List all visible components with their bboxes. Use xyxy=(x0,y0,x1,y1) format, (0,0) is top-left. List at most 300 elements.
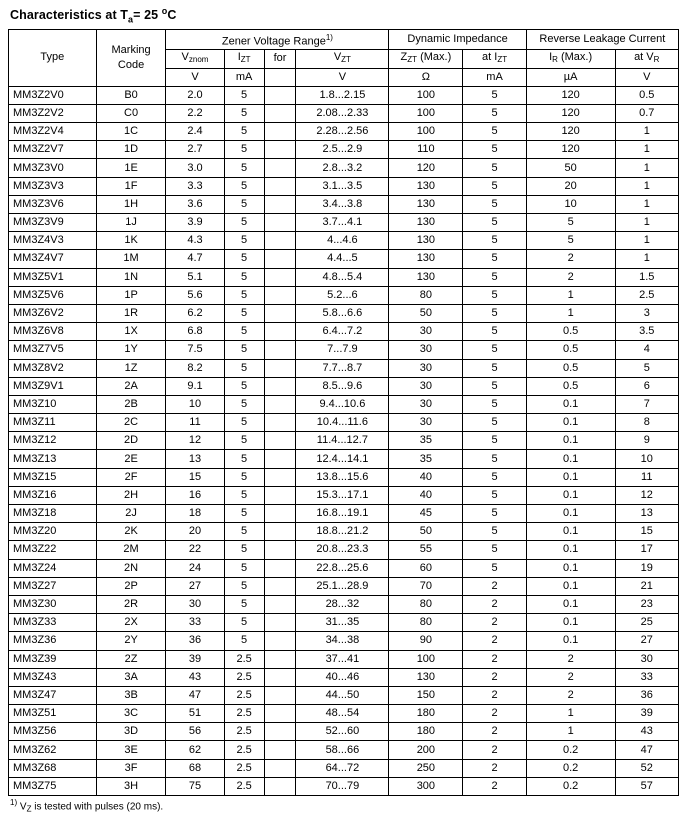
cell-ir: 1 xyxy=(526,705,615,723)
cell-ir: 0.1 xyxy=(526,632,615,650)
cell-vzt: 22.8...25.6 xyxy=(296,559,389,577)
cell-marking-code: 3C xyxy=(96,705,166,723)
footnote-prefix: V xyxy=(17,801,27,813)
group-header-zener-label: Zener Voltage Range xyxy=(221,35,326,48)
cell-type: MM3Z10 xyxy=(9,395,97,413)
cell-at-vr: 19 xyxy=(615,559,679,577)
cell-type: MM3Z8V2 xyxy=(9,359,97,377)
cell-for-spacer xyxy=(264,705,296,723)
unit-for-spacer xyxy=(264,68,296,86)
cell-izt: 5 xyxy=(224,123,264,141)
cell-at-vr: 21 xyxy=(615,577,679,595)
cell-ir: 1 xyxy=(526,286,615,304)
cell-for-spacer xyxy=(264,595,296,613)
cell-at-vr: 6 xyxy=(615,377,679,395)
cell-zzt: 40 xyxy=(389,486,463,504)
cell-at-vr: 5 xyxy=(615,359,679,377)
cell-vznom: 11 xyxy=(166,414,224,432)
table-row xyxy=(9,541,679,559)
cell-izt: 2.5 xyxy=(224,705,264,723)
cell-type: MM3Z3V9 xyxy=(9,214,97,232)
cell-zzt: 130 xyxy=(389,177,463,195)
cell-izt: 5 xyxy=(224,104,264,122)
cell-at-vr: 23 xyxy=(615,595,679,613)
table-row xyxy=(9,559,679,577)
cell-ir: 0.1 xyxy=(526,505,615,523)
cell-marking-code: 3E xyxy=(96,741,166,759)
cell-zzt: 180 xyxy=(389,705,463,723)
cell-ir: 120 xyxy=(526,104,615,122)
cell-vznom: 43 xyxy=(166,668,224,686)
cell-at-vr: 1 xyxy=(615,250,679,268)
cell-izt: 5 xyxy=(224,395,264,413)
cell-for-spacer xyxy=(264,632,296,650)
page-title-unit: C xyxy=(167,8,177,23)
cell-vznom: 3.3 xyxy=(166,177,224,195)
header-at-izt-subscript: ZT xyxy=(497,55,508,65)
cell-vzt: 2.8...3.2 xyxy=(296,159,389,177)
cell-at-izt: 5 xyxy=(463,286,526,304)
cell-at-izt: 5 xyxy=(463,468,526,486)
cell-vznom: 47 xyxy=(166,686,224,704)
cell-ir: 0.1 xyxy=(526,395,615,413)
cell-zzt: 180 xyxy=(389,723,463,741)
cell-ir: 0.1 xyxy=(526,595,615,613)
cell-vzt: 58...66 xyxy=(296,741,389,759)
cell-marking-code: C0 xyxy=(96,104,166,122)
cell-vzt: 12.4...14.1 xyxy=(296,450,389,468)
cell-ir: 0.1 xyxy=(526,559,615,577)
table-row xyxy=(9,195,679,213)
cell-for-spacer xyxy=(264,523,296,541)
table-row xyxy=(9,432,679,450)
table-row xyxy=(9,705,679,723)
cell-type: MM3Z5V6 xyxy=(9,286,97,304)
cell-ir: 120 xyxy=(526,86,615,104)
cell-vzt: 48...54 xyxy=(296,705,389,723)
table-row xyxy=(9,741,679,759)
cell-ir: 20 xyxy=(526,177,615,195)
cell-ir: 120 xyxy=(526,123,615,141)
cell-type: MM3Z2V4 xyxy=(9,123,97,141)
cell-ir: 2 xyxy=(526,250,615,268)
cell-marking-code: 1Y xyxy=(96,341,166,359)
table-row xyxy=(9,286,679,304)
cell-at-izt: 5 xyxy=(463,359,526,377)
cell-for-spacer xyxy=(264,432,296,450)
header-marking-code xyxy=(96,29,166,86)
cell-ir: 2 xyxy=(526,650,615,668)
cell-at-izt: 5 xyxy=(463,86,526,104)
cell-vznom: 10 xyxy=(166,395,224,413)
header-ir-max xyxy=(526,50,615,68)
cell-marking-code: 1H xyxy=(96,195,166,213)
cell-for-spacer xyxy=(264,541,296,559)
cell-at-vr: 3 xyxy=(615,304,679,322)
header-vzt xyxy=(296,50,389,68)
cell-ir: 0.5 xyxy=(526,323,615,341)
header-vznom-symbol: V xyxy=(181,51,189,64)
cell-zzt: 80 xyxy=(389,614,463,632)
cell-zzt: 35 xyxy=(389,432,463,450)
cell-at-izt: 5 xyxy=(463,195,526,213)
cell-type: MM3Z62 xyxy=(9,741,97,759)
cell-for-spacer xyxy=(264,104,296,122)
cell-at-vr: 3.5 xyxy=(615,323,679,341)
cell-ir: 0.2 xyxy=(526,759,615,777)
header-ir-max-label: (Max.) xyxy=(557,51,593,64)
table-row xyxy=(9,523,679,541)
table-row xyxy=(9,595,679,613)
cell-at-izt: 2 xyxy=(463,632,526,650)
cell-vznom: 6.8 xyxy=(166,323,224,341)
cell-vzt: 4...4.6 xyxy=(296,232,389,250)
cell-type: MM3Z5V1 xyxy=(9,268,97,286)
cell-at-izt: 5 xyxy=(463,341,526,359)
cell-vzt: 13.8...15.6 xyxy=(296,468,389,486)
header-zzt-max-label: (Max.) xyxy=(417,51,452,64)
cell-vznom: 30 xyxy=(166,595,224,613)
cell-at-vr: 39 xyxy=(615,705,679,723)
cell-zzt: 100 xyxy=(389,650,463,668)
cell-for-spacer xyxy=(264,614,296,632)
cell-type: MM3Z12 xyxy=(9,432,97,450)
cell-zzt: 60 xyxy=(389,559,463,577)
cell-ir: 0.1 xyxy=(526,577,615,595)
cell-izt: 5 xyxy=(224,632,264,650)
cell-at-izt: 5 xyxy=(463,559,526,577)
header-vznom xyxy=(166,50,224,68)
cell-marking-code: 2P xyxy=(96,577,166,595)
cell-for-spacer xyxy=(264,359,296,377)
cell-at-izt: 5 xyxy=(463,523,526,541)
cell-type: MM3Z56 xyxy=(9,723,97,741)
cell-vznom: 62 xyxy=(166,741,224,759)
cell-type: MM3Z6V2 xyxy=(9,304,97,322)
cell-at-vr: 43 xyxy=(615,723,679,741)
cell-zzt: 55 xyxy=(389,541,463,559)
cell-type: MM3Z30 xyxy=(9,595,97,613)
cell-for-spacer xyxy=(264,450,296,468)
page-title xyxy=(10,6,679,25)
footnote-marker: 1) xyxy=(10,798,18,807)
cell-at-izt: 2 xyxy=(463,650,526,668)
cell-ir: 5 xyxy=(526,232,615,250)
cell-at-izt: 5 xyxy=(463,395,526,413)
cell-zzt: 40 xyxy=(389,468,463,486)
cell-ir: 2 xyxy=(526,268,615,286)
cell-vznom: 2.4 xyxy=(166,123,224,141)
cell-vzt: 52...60 xyxy=(296,723,389,741)
cell-zzt: 130 xyxy=(389,232,463,250)
cell-vzt: 7.7...8.7 xyxy=(296,359,389,377)
table-row xyxy=(9,159,679,177)
cell-izt: 5 xyxy=(224,559,264,577)
cell-at-vr: 1.5 xyxy=(615,268,679,286)
cell-izt: 5 xyxy=(224,523,264,541)
cell-at-izt: 2 xyxy=(463,759,526,777)
cell-at-izt: 5 xyxy=(463,304,526,322)
cell-at-vr: 9 xyxy=(615,432,679,450)
cell-vzt: 6.4...7.2 xyxy=(296,323,389,341)
cell-vzt: 64...72 xyxy=(296,759,389,777)
cell-marking-code: 2D xyxy=(96,432,166,450)
cell-vznom: 51 xyxy=(166,705,224,723)
cell-izt: 5 xyxy=(224,541,264,559)
cell-ir: 0.5 xyxy=(526,359,615,377)
cell-type: MM3Z43 xyxy=(9,668,97,686)
table-row xyxy=(9,177,679,195)
cell-vzt: 1.8...2.15 xyxy=(296,86,389,104)
cell-vznom: 15 xyxy=(166,468,224,486)
header-at-izt-prefix: at I xyxy=(482,51,498,64)
footnote-marker-inline: 1) xyxy=(325,32,333,42)
cell-vznom: 20 xyxy=(166,523,224,541)
cell-at-izt: 5 xyxy=(463,414,526,432)
unit-ir: µA xyxy=(526,68,615,86)
cell-at-vr: 1 xyxy=(615,195,679,213)
unit-vzt: V xyxy=(296,68,389,86)
cell-at-izt: 5 xyxy=(463,323,526,341)
cell-vznom: 6.2 xyxy=(166,304,224,322)
cell-vznom: 5.1 xyxy=(166,268,224,286)
cell-at-izt: 5 xyxy=(463,268,526,286)
cell-at-vr: 33 xyxy=(615,668,679,686)
table-row xyxy=(9,232,679,250)
cell-ir: 2 xyxy=(526,686,615,704)
header-vzt-subscript: ZT xyxy=(341,55,351,65)
degree-symbol: o xyxy=(161,6,168,16)
cell-vznom: 3.9 xyxy=(166,214,224,232)
cell-type: MM3Z18 xyxy=(9,505,97,523)
cell-for-spacer xyxy=(264,250,296,268)
cell-for-spacer xyxy=(264,214,296,232)
cell-ir: 1 xyxy=(526,723,615,741)
cell-for-spacer xyxy=(264,759,296,777)
table-row xyxy=(9,777,679,795)
cell-zzt: 120 xyxy=(389,159,463,177)
table-row xyxy=(9,577,679,595)
cell-vznom: 24 xyxy=(166,559,224,577)
cell-for-spacer xyxy=(264,777,296,795)
cell-type: MM3Z3V3 xyxy=(9,177,97,195)
cell-for-spacer xyxy=(264,468,296,486)
cell-type: MM3Z6V8 xyxy=(9,323,97,341)
cell-vznom: 39 xyxy=(166,650,224,668)
cell-at-vr: 12 xyxy=(615,486,679,504)
cell-zzt: 80 xyxy=(389,286,463,304)
cell-at-izt: 5 xyxy=(463,450,526,468)
cell-vzt: 44...50 xyxy=(296,686,389,704)
cell-zzt: 30 xyxy=(389,414,463,432)
cell-for-spacer xyxy=(264,559,296,577)
table-row xyxy=(9,250,679,268)
cell-for-spacer xyxy=(264,232,296,250)
cell-izt: 2.5 xyxy=(224,668,264,686)
cell-type: MM3Z47 xyxy=(9,686,97,704)
cell-for-spacer xyxy=(264,723,296,741)
cell-vznom: 68 xyxy=(166,759,224,777)
cell-izt: 5 xyxy=(224,268,264,286)
cell-at-vr: 52 xyxy=(615,759,679,777)
cell-izt: 2.5 xyxy=(224,741,264,759)
cell-at-izt: 5 xyxy=(463,250,526,268)
cell-izt: 5 xyxy=(224,577,264,595)
cell-type: MM3Z3V6 xyxy=(9,195,97,213)
cell-at-izt: 5 xyxy=(463,232,526,250)
table-row xyxy=(9,323,679,341)
cell-marking-code: 3B xyxy=(96,686,166,704)
cell-izt: 5 xyxy=(224,614,264,632)
unit-izt: mA xyxy=(224,68,264,86)
cell-for-spacer xyxy=(264,395,296,413)
cell-for-spacer xyxy=(264,414,296,432)
cell-vznom: 22 xyxy=(166,541,224,559)
cell-vznom: 7.5 xyxy=(166,341,224,359)
cell-vznom: 2.7 xyxy=(166,141,224,159)
cell-zzt: 80 xyxy=(389,595,463,613)
cell-ir: 0.5 xyxy=(526,377,615,395)
cell-type: MM3Z22 xyxy=(9,541,97,559)
header-ir-subscript: R xyxy=(552,55,558,65)
cell-at-vr: 1 xyxy=(615,141,679,159)
header-vzt-symbol: V xyxy=(333,51,342,64)
table-row xyxy=(9,377,679,395)
cell-marking-code: 3F xyxy=(96,759,166,777)
cell-at-vr: 15 xyxy=(615,523,679,541)
cell-for-spacer xyxy=(264,505,296,523)
cell-for-spacer xyxy=(264,323,296,341)
table-row xyxy=(9,304,679,322)
table-row xyxy=(9,123,679,141)
table-row xyxy=(9,614,679,632)
cell-izt: 5 xyxy=(224,505,264,523)
table-row xyxy=(9,505,679,523)
table-row xyxy=(9,214,679,232)
cell-ir: 0.5 xyxy=(526,341,615,359)
cell-type: MM3Z36 xyxy=(9,632,97,650)
cell-at-izt: 5 xyxy=(463,159,526,177)
cell-izt: 5 xyxy=(224,250,264,268)
cell-ir: 0.2 xyxy=(526,777,615,795)
header-at-izt xyxy=(463,50,526,68)
cell-vznom: 4.3 xyxy=(166,232,224,250)
cell-at-izt: 2 xyxy=(463,577,526,595)
cell-ir: 5 xyxy=(526,214,615,232)
cell-zzt: 130 xyxy=(389,268,463,286)
cell-izt: 5 xyxy=(224,486,264,504)
cell-type: MM3Z16 xyxy=(9,486,97,504)
cell-izt: 5 xyxy=(224,159,264,177)
header-marking-line2: Code xyxy=(117,58,145,71)
table-row xyxy=(9,632,679,650)
footnote-text: is tested with pulses (20 ms). xyxy=(31,801,164,813)
cell-for-spacer xyxy=(264,195,296,213)
cell-for-spacer xyxy=(264,486,296,504)
header-izt-symbol: I xyxy=(237,51,241,64)
cell-vzt: 5.8...6.6 xyxy=(296,304,389,322)
cell-zzt: 100 xyxy=(389,123,463,141)
cell-vzt: 16.8...19.1 xyxy=(296,505,389,523)
table-row xyxy=(9,141,679,159)
cell-at-izt: 5 xyxy=(463,432,526,450)
cell-for-spacer xyxy=(264,377,296,395)
cell-at-vr: 47 xyxy=(615,741,679,759)
cell-izt: 2.5 xyxy=(224,723,264,741)
table-body xyxy=(9,86,679,795)
cell-marking-code: 1N xyxy=(96,268,166,286)
cell-at-vr: 36 xyxy=(615,686,679,704)
cell-at-vr: 1 xyxy=(615,123,679,141)
cell-marking-code: 3H xyxy=(96,777,166,795)
cell-marking-code: 1C xyxy=(96,123,166,141)
cell-zzt: 50 xyxy=(389,523,463,541)
cell-marking-code: 2B xyxy=(96,395,166,413)
cell-type: MM3Z2V7 xyxy=(9,141,97,159)
cell-type: MM3Z27 xyxy=(9,577,97,595)
cell-ir: 10 xyxy=(526,195,615,213)
cell-vzt: 2.28...2.56 xyxy=(296,123,389,141)
cell-zzt: 50 xyxy=(389,304,463,322)
cell-vzt: 8.5...9.6 xyxy=(296,377,389,395)
table-row xyxy=(9,486,679,504)
table-row xyxy=(9,268,679,286)
cell-at-vr: 30 xyxy=(615,650,679,668)
cell-for-spacer xyxy=(264,159,296,177)
cell-at-izt: 5 xyxy=(463,104,526,122)
cell-vzt: 10.4...11.6 xyxy=(296,414,389,432)
cell-ir: 0.2 xyxy=(526,741,615,759)
cell-vzt: 70...79 xyxy=(296,777,389,795)
cell-vzt: 11.4...12.7 xyxy=(296,432,389,450)
header-zzt-max xyxy=(389,50,463,68)
cell-marking-code: B0 xyxy=(96,86,166,104)
header-zzt-subscript: ZT xyxy=(407,55,418,65)
cell-zzt: 100 xyxy=(389,104,463,122)
cell-marking-code: 1J xyxy=(96,214,166,232)
cell-at-izt: 2 xyxy=(463,741,526,759)
cell-for-spacer xyxy=(264,86,296,104)
cell-vznom: 3.0 xyxy=(166,159,224,177)
cell-izt: 5 xyxy=(224,341,264,359)
cell-vznom: 27 xyxy=(166,577,224,595)
cell-marking-code: 2X xyxy=(96,614,166,632)
cell-vzt: 31...35 xyxy=(296,614,389,632)
cell-for-spacer xyxy=(264,123,296,141)
cell-at-izt: 5 xyxy=(463,123,526,141)
cell-vzt: 7...7.9 xyxy=(296,341,389,359)
cell-izt: 5 xyxy=(224,414,264,432)
header-marking-line1: Marking xyxy=(111,43,151,56)
header-type: Type xyxy=(9,29,97,86)
group-header-reverse-leakage-current: Reverse Leakage Current xyxy=(526,29,678,50)
cell-at-izt: 5 xyxy=(463,177,526,195)
cell-at-vr: 4 xyxy=(615,341,679,359)
cell-ir: 2 xyxy=(526,668,615,686)
cell-zzt: 30 xyxy=(389,377,463,395)
cell-ir: 0.1 xyxy=(526,414,615,432)
cell-marking-code: 2M xyxy=(96,541,166,559)
cell-at-izt: 2 xyxy=(463,705,526,723)
cell-for-spacer xyxy=(264,304,296,322)
table-row xyxy=(9,395,679,413)
cell-vzt: 5.2...6 xyxy=(296,286,389,304)
cell-vznom: 18 xyxy=(166,505,224,523)
header-izt-subscript: ZT xyxy=(240,55,251,65)
cell-at-izt: 5 xyxy=(463,214,526,232)
cell-at-vr: 1 xyxy=(615,159,679,177)
cell-izt: 5 xyxy=(224,359,264,377)
